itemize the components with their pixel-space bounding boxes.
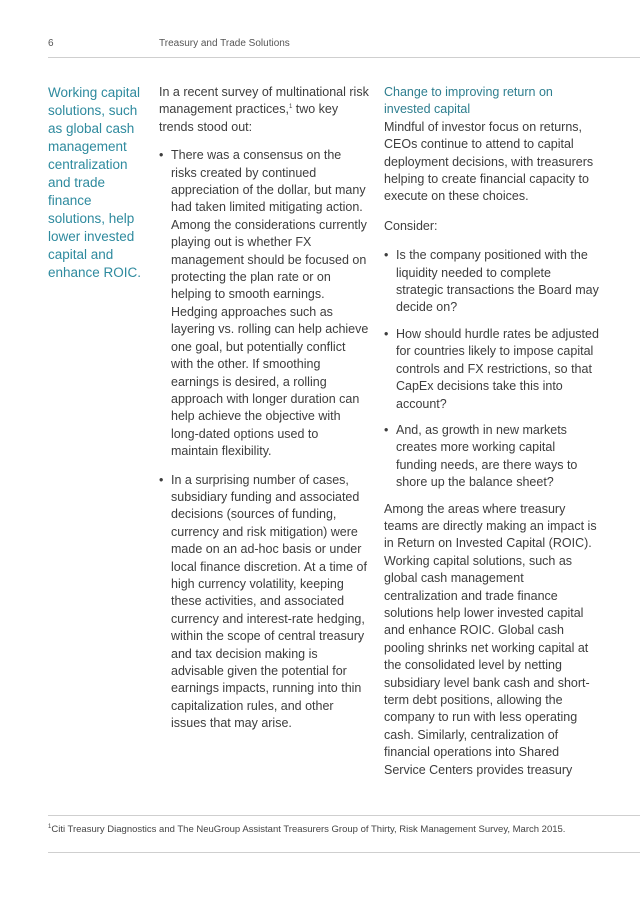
header-divider [48, 57, 640, 58]
consider-label: Consider: [384, 218, 438, 233]
intro-text-continued: two key trends stood out: [159, 102, 339, 134]
middle-column [159, 84, 369, 733]
page-bottom-divider [48, 852, 640, 853]
running-head: Treasury and Trade Solutions [159, 38, 290, 49]
body-paragraph: Mindful of investor focus on returns, CEOs continue to attend to capital deployment decisions, with treasurers helping to create financial capacity to execute on these choices. [384, 119, 594, 204]
footnote-text: Citi Treasury Diagnostics and The NeuGroup Assistant Treasurers Group of Thirty, Risk Management Survey, March 2015. [51, 824, 566, 835]
footnote-divider [48, 815, 640, 816]
footnote-reference: 1 [288, 104, 293, 111]
intro-paragraph [159, 84, 369, 136]
considerations-list [384, 247, 599, 491]
list-item: • There was a consensus on the risks created by continued appreciation of the dollar, but many had taken limited mitigating action. Among the considerations currently playing out is whether FX management should be focused on protecting the plan rate or on helping to smooth earnings. Hedging approaches such as layering vs. rolling can help achieve one goal, but potentially conflict with the other. If smoothing earnings is desired, a rolling approach with longer duration can help achieve the objective with long-dated options used to maintain flexibility. [159, 147, 369, 460]
footnote [48, 823, 568, 836]
right-column [384, 84, 599, 779]
page-number: 6 [48, 38, 54, 49]
list-item: • And, as growth in new markets creates more working capital funding needs, are there ways to shore up the balance sheet? [384, 422, 599, 492]
intro-text: In a recent survey of multinational risk management practices, [159, 85, 369, 117]
pull-quote: Working capital solutions, such as global cash management centralization and trade finance solutions, help lower invested capital and enhance ROIC. [48, 85, 142, 280]
footnote-marker: 1 [48, 823, 52, 830]
trends-list [159, 147, 369, 732]
section-subheading: Change to improving return on invested capital [384, 85, 553, 117]
list-item: • In a surprising number of cases, subsidiary funding and associated decisions (sources of funding, currency and risk mitigation) were made on an ad-hoc basis or under local finance discretion. At a time of high currency volatility, keeping these activities, and associated currency and interest-rate hedging, within the scope of central treasury and tax decision making is advisable given the potential for earnings impacts, running into thin capitalization rules, and other issues that may arise. [159, 472, 369, 733]
list-item: • Is the company positioned with the liquidity needed to complete strategic transactions the Board may decide on? [384, 247, 599, 317]
list-item: • How should hurdle rates be adjusted for countries likely to impose capital controls and FX restrictions, so that CapEx decisions take this into account? [384, 326, 599, 413]
body-paragraph: Among the areas where treasury teams are directly making an impact is in Return on Invested Capital (ROIC). Working capital solutions, such as global cash management centralization and trade finance solutions help lower invested capital and enhance ROIC. Global cash pooling shrinks net working capital at the consolidated level by netting subsidiary level bank cash and short-term debt positions, allowing the company to run with less operating cash. Similarly, centralization of financial operations into Shared Service Centers provides treasury [384, 501, 597, 777]
